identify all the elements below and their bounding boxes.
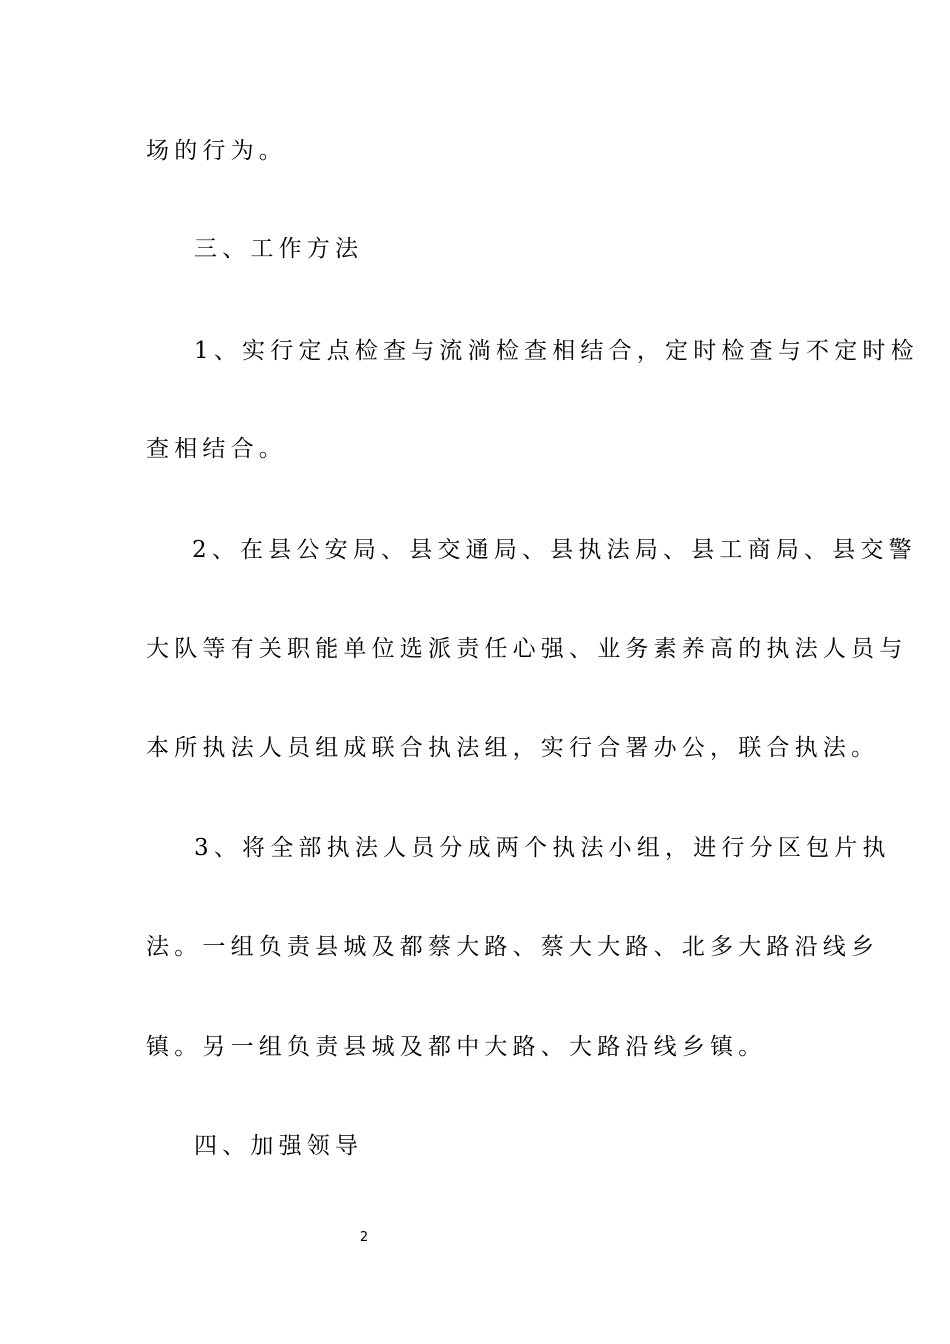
- section-heading-work-methods: 三、工作方法: [194, 236, 364, 262]
- item-3-line-2: 法。一组负责县城及都蔡大路、蔡大大路、北多大路沿线乡: [146, 934, 880, 960]
- item-2-line-2: 大队等有关职能单位选派责任心强、业务素养高的执法人员与: [146, 636, 908, 662]
- page-number: 2: [359, 1230, 369, 1245]
- item-2-line-1: 2、在县公安局、县交通局、县执法局、县工商局、县交警: [192, 537, 917, 563]
- item-3-line-3: 镇。另一组负责县城及都中大路、大路沿线乡镇。: [146, 1034, 767, 1060]
- section-heading-strengthen-leadership: 四、加强领导: [194, 1133, 364, 1159]
- item-1-line-2: 查相结合。: [146, 436, 287, 462]
- item-1-line-1: 1、实行定点检查与流淌检查相结合，定时检查与不定时检: [194, 338, 919, 364]
- item-2-line-3: 本所执法人员组成联合执法组，实行合署办公，联合执法。: [146, 735, 880, 761]
- paragraph-continuation-line: 场的行为。: [146, 138, 287, 164]
- item-3-line-1: 3、将全部执法人员分成两个执法小组，进行分区包片执: [194, 835, 891, 861]
